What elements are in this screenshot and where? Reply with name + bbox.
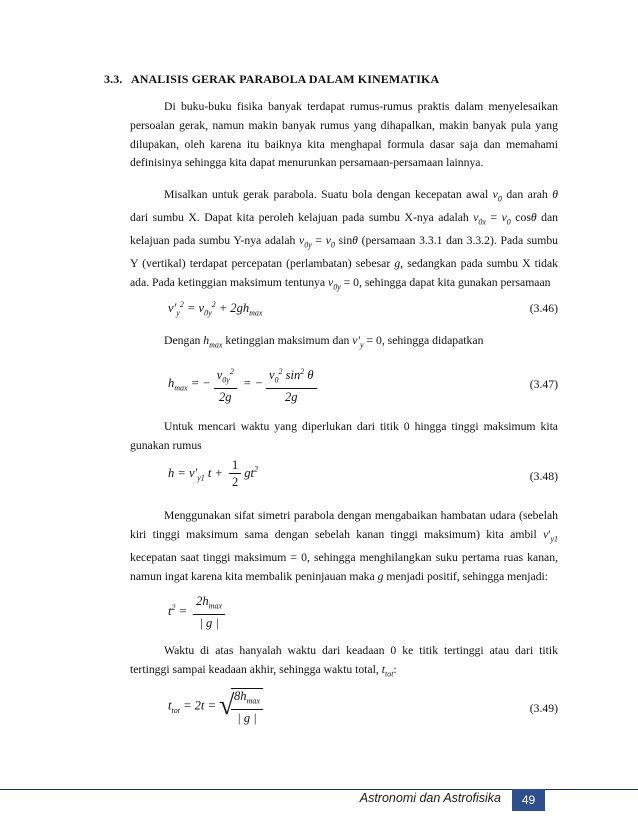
equation-t-squared: $t^2$ = $\frac{2h_{max}}{| g |}$ xyxy=(130,594,558,634)
equation-3-48: $h = v'_{y1}$ t + $\frac{1}{2}$ $gt^2$ (3.48) xyxy=(168,458,558,489)
equation-3-49: $t_{tot} = 2t$ = √ $\frac{8h_{max}}{| g |}$ (3.49) xyxy=(168,689,558,725)
paragraph-intro: Di buku-buku fisika banyak terdapat rumus-rumus praktis dalam menyelesaikan persoalan gerak, namun makin banyak rumus yang dihapalkan, makin banyak pula yang dilupakan, oleh karena itu baiknya kita menghapal formula dasar saja dan memahami definisinya sehingga kita dapat menurunkan persamaan-persamaan lainnya. xyxy=(130,100,558,170)
equation-number: (3.47) xyxy=(529,378,558,391)
paragraph-symmetry: Menggunakan sifat simetri parabola dengan mengabaikan hambatan udara (sebelah kiri tinggi maksimum sama dengan sebelah kanan tinggi maksimum) kita ambil $v'_{y1}$ kecepatan saat tinggi maksimum = 0, sehingga menghilangkan suku pertama ruas kanan, namun ingat karena kita membalik peninjauan maka g menjadi positif, sehingga menjadi: xyxy=(130,509,558,583)
paragraph-hmax: Dengan $h_{max}$ ketinggian maksimum dan $v'_y = 0$, sehingga didapatkan xyxy=(164,334,484,350)
page-number: 49 xyxy=(512,789,545,811)
paragraph-total-time: Waktu di atas hanyalah waktu dari keadaan 0 ke titik tertinggi atau dari titik tertinggi sampai keadaan akhir, sehingga waktu total, $t_{tot}$: xyxy=(130,644,558,679)
equation-number: (3.46) xyxy=(529,302,558,315)
equation-number: (3.48) xyxy=(529,470,558,483)
section-heading xyxy=(104,72,439,87)
footer-book-title: Astronomi dan Astrofisika xyxy=(359,791,501,805)
paragraph-time: Untuk mencari waktu yang diperlukan dari titik 0 hingga tinggi maksimum kita gunakan rumus xyxy=(130,420,558,452)
section-title: ANALISIS GERAK PARABOLA DALAM KINEMATIKA xyxy=(131,72,440,86)
paragraph-parabola-setup: Misalkan untuk gerak parabola. Suatu bola dengan kecepatan awal $v_0$ dan arah θ dari sumbu X. Dapat kita peroleh kelajuan pada sumbu X-nya adalah $v_{0x} = v_0$ cosθ dan kelajuan pada sumbu Y-nya adalah $v_{0y} = v_0$ sinθ (persamaan 3.3.1 dan 3.3.2). Pada sumbu Y (vertikal) terdapat percepatan (perlambatan) sebesar g, sedangkan pada sumbu X tidak ada. Pada ketinggian maksimum tentunya $v_{0y} = 0$, sehingga dapat kita gunakan persamaan xyxy=(130,188,559,292)
equation-3-46: $v'_y^2 = v_{0y}^2 + 2gh_{max}$ (3.46) xyxy=(168,300,558,318)
equation-number: (3.49) xyxy=(529,702,558,715)
equation-3-47: $h_{max}$ = − $\frac{v_{0y}^2}{2g}$ = − $\frac{v_0^2 \sin^2 \theta}{2g}$ (3.47) xyxy=(130,364,558,406)
section-number: 3.3. xyxy=(104,72,123,86)
